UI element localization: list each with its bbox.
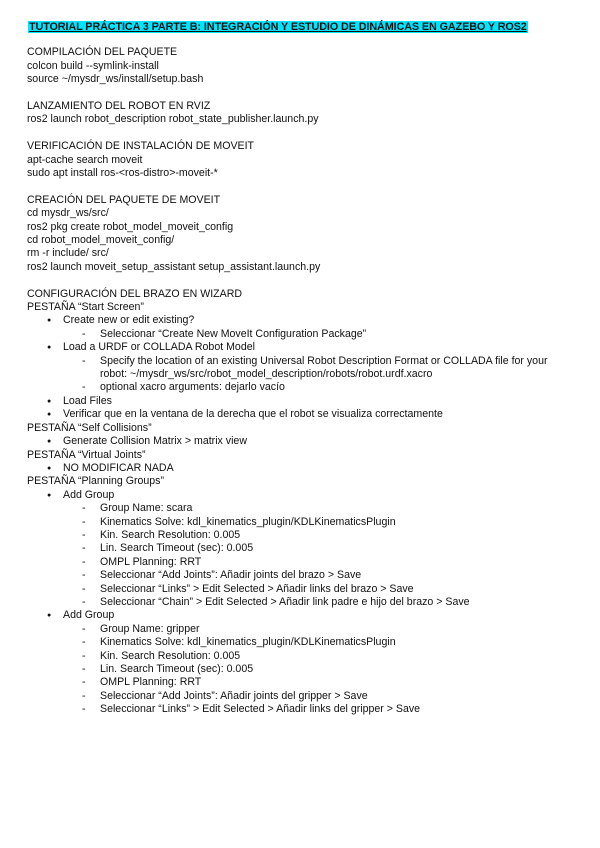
- bullet-list: [27, 435, 600, 448]
- sub-list-item: - Seleccionar “Add Joints”: Añadir joints del brazo > Save: [27, 569, 600, 582]
- tab-heading-start-screen: PESTAÑA “Start Screen”: [27, 301, 144, 314]
- list-item: ● Load Files: [27, 395, 600, 408]
- sub-list-item: - Specify the location of an existing Universal Robot Description Format or COLLADA file for your robot: ~/mysdr_ws/src/robot_model_description/robots/robot.urdf.xacro: [27, 355, 575, 382]
- list-item: ● Generate Collision Matrix > matrix view: [27, 435, 600, 448]
- command-line: cd mysdr_ws/src/: [27, 207, 109, 220]
- sub-list-item: - OMPL Planning: RRT: [27, 556, 600, 569]
- list-item: ● Verificar que en la ventana de la derecha que el robot se visualiza correctamente: [27, 408, 600, 421]
- sub-list-item: - Kin. Search Resolution: 0.005: [27, 650, 600, 663]
- bullet-list: [27, 314, 600, 421]
- command-line: ros2 launch robot_description robot_state_publisher.launch.py: [27, 113, 319, 126]
- list-item: ● Add Group: [27, 489, 600, 502]
- command-line: source ~/mysdr_ws/install/setup.bash: [27, 73, 204, 86]
- sub-list-item: - OMPL Planning: RRT: [27, 676, 600, 689]
- tab-heading-virtual-joints: PESTAÑA “Virtual Joints”: [27, 448, 146, 461]
- sub-list-item: - Group Name: scara: [27, 502, 600, 515]
- section-creacion: [27, 194, 600, 274]
- command-line: apt-cache search moveit: [27, 153, 143, 166]
- section-heading: COMPILACIÓN DEL PAQUETE: [27, 46, 178, 59]
- command-line: sudo apt install ros-<ros-distro>-moveit-*: [27, 167, 218, 180]
- section-compilacion: [27, 46, 600, 86]
- section-verificacion: [27, 140, 600, 180]
- document-title: TUTORIAL PRÁCTICA 3 PARTE B: INTEGRACIÓN Y ESTUDIO DE DINÁMICAS EN GAZEBO Y ROS2: [29, 21, 527, 33]
- list-item: ● NO MODIFICAR NADA: [27, 462, 600, 475]
- section-lanzamiento: [27, 100, 600, 127]
- bullet-list: [27, 489, 600, 717]
- tab-heading-planning-groups: PESTAÑA “Planning Groups”: [27, 475, 164, 488]
- sub-list-item: - Kinematics Solve: kdl_kinematics_plugin/KDLKinematicsPlugin: [27, 516, 600, 529]
- sub-list-item: - Lin. Search Timeout (sec): 0.005: [27, 542, 600, 555]
- tab-heading-self-collisions: PESTAÑA “Self Collisions”: [27, 421, 152, 434]
- list-item: ● Add Group: [27, 609, 600, 622]
- section-heading: LANZAMIENTO DEL ROBOT EN RVIZ: [27, 100, 211, 112]
- sub-list-item: - optional xacro arguments: dejarlo vacío: [27, 381, 600, 394]
- section-heading: CREACIÓN DEL PAQUETE DE MOVEIT: [27, 193, 221, 206]
- sub-list-item: - Seleccionar “Links” > Edit Selected > Añadir links del brazo > Save: [27, 583, 600, 596]
- section-configuracion: [27, 288, 600, 717]
- list-item: ● Create new or edit existing?: [27, 314, 600, 327]
- command-line: ros2 pkg create robot_model_moveit_config: [27, 220, 234, 233]
- bullet-list: [27, 462, 600, 475]
- sub-list-item: - Group Name: gripper: [27, 623, 600, 636]
- command-line: cd robot_model_moveit_config/: [27, 234, 175, 247]
- command-line: rm -r include/ src/: [27, 247, 109, 260]
- sub-list-item: - Kin. Search Resolution: 0.005: [27, 529, 600, 542]
- command-line: ros2 launch moveit_setup_assistant setup_assistant.launch.py: [27, 260, 321, 273]
- sub-list-item: - Seleccionar “Create New MoveIt Configuration Package”: [27, 328, 600, 341]
- section-heading: CONFIGURACIÓN DEL BRAZO EN WIZARD: [27, 287, 243, 300]
- list-item: ● Load a URDF or COLLADA Robot Model: [27, 341, 600, 354]
- sub-list-item: - Seleccionar “Add Joints”: Añadir joints del gripper > Save: [27, 690, 600, 703]
- sub-list-item: - Seleccionar “Links” > Edit Selected > Añadir links del gripper > Save: [27, 703, 600, 716]
- sub-list-item: - Seleccionar “Chain” > Edit Selected > Añadir link padre e hijo del brazo > Save: [27, 596, 600, 609]
- command-line: colcon build --symlink-install: [27, 59, 159, 72]
- section-heading: VERIFICACIÓN DE INSTALACIÓN DE MOVEIT: [27, 140, 255, 153]
- sub-list-item: - Lin. Search Timeout (sec): 0.005: [27, 663, 600, 676]
- sub-list-item: - Kinematics Solve: kdl_kinematics_plugin/KDLKinematicsPlugin: [27, 636, 600, 649]
